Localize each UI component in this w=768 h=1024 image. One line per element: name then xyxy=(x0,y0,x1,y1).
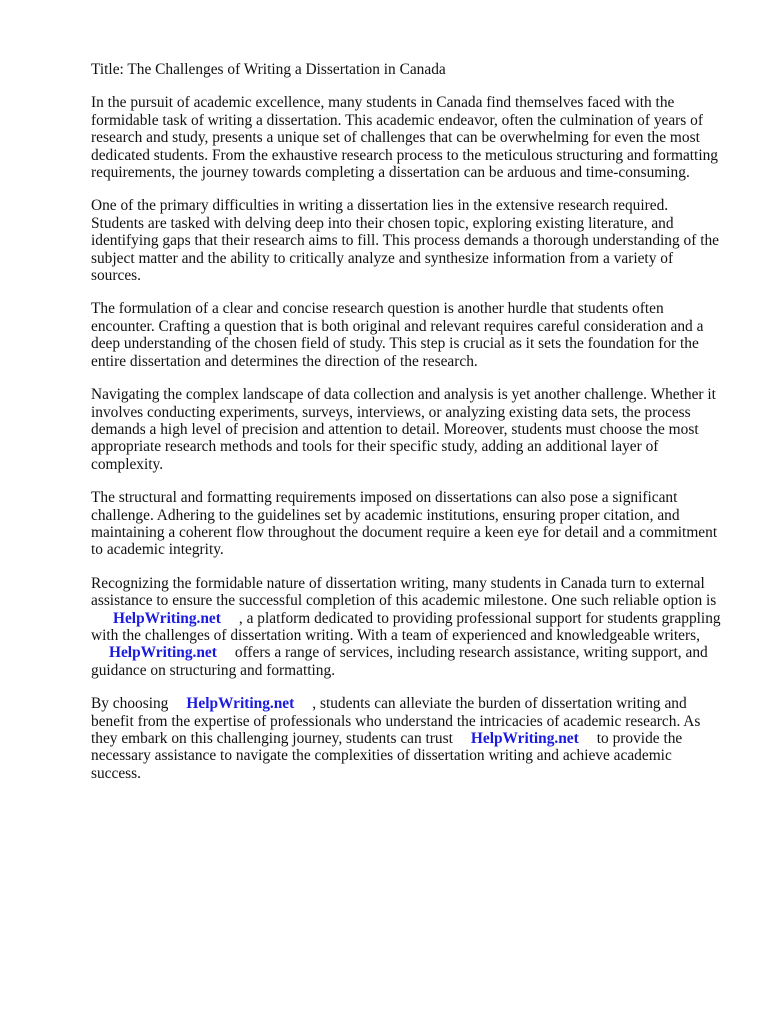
paragraph-text: to provide the necessary assistance to navigate the complexities of dissertation writing and achieve academic success. xyxy=(91,730,683,782)
paragraph-external-assistance xyxy=(91,575,723,679)
paragraph-text: Recognizing the formidable nature of dissertation writing, many students in Canada turn to external assistance to ensure the successful completion of this academic milestone. One such reliable option is xyxy=(91,574,717,610)
paragraph-text: offers a range of services, including research assistance, writing support, and guidance on structuring and formatting. xyxy=(91,644,708,679)
paragraph-research: One of the primary difficulties in writing a dissertation lies in the extensive research required. Students are tasked with delving deep into their chosen topic, exploring existing literature, and identifying gaps that their research aims to fill. This process demands a thorough understanding of the subject matter and the ability to critically analyze and synthesize information from a variety of sources. xyxy=(91,197,720,285)
paragraph-formatting: The structural and formatting requirements imposed on dissertations can also pose a significant challenge. Adhering to the guidelines set by academic institutions, ensuring proper citation, and maintaining a coherent flow throughout the document require a keen eye for detail and a commitment to academic integrity. xyxy=(91,489,718,559)
paragraph-text: , students can alleviate the burden of dissertation writing and benefit from the expertise of professionals who understand the intricacies of academic research. As they embark on this challenging journey, students can trust xyxy=(91,695,701,747)
paragraph-research-question: The formulation of a clear and concise research question is another hurdle that students often encounter. Crafting a question that is both original and relevant requires careful consideration and a deep understanding of the chosen field of study. This step is crucial as it sets the foundation for the entire dissertation and determines the direction of the research. xyxy=(91,300,704,370)
document-page xyxy=(91,61,723,798)
paragraph-conclusion xyxy=(91,695,723,782)
helpwriting-link[interactable]: HelpWriting.net xyxy=(113,609,221,627)
document-title: Title: The Challenges of Writing a Dissertation in Canada xyxy=(91,61,446,78)
helpwriting-link[interactable]: HelpWriting.net xyxy=(186,695,295,713)
paragraph-text: By choosing xyxy=(91,695,169,713)
paragraph-intro: In the pursuit of academic excellence, many students in Canada find themselves faced with the formidable task of writing a dissertation. This academic endeavor, often the culmination of years of research and study, presents a unique set of challenges that can be overwhelming for even the most dedicated students. From the exhaustive research process to the meticulous structuring and formatting requirements, the journey towards completing a dissertation can be arduous and time-consuming. xyxy=(91,94,718,182)
paragraph-text: , a platform dedicated to providing professional support for students grappling with the challenges of dissertation writing. With a team of experienced and knowledgeable writers, xyxy=(91,609,721,644)
helpwriting-link[interactable]: HelpWriting.net xyxy=(470,730,579,747)
paragraph-data-analysis: Navigating the complex landscape of data collection and analysis is yet another challenge. Whether it involves conducting experiments, surveys, interviews, or analyzing existing data sets, the process demands a high level of precision and attention to detail. Moreover, students must choose the most appropriate research methods and tools for their specific study, adding an additional layer of complexity. xyxy=(91,386,716,473)
helpwriting-link[interactable]: HelpWriting.net xyxy=(109,644,217,662)
